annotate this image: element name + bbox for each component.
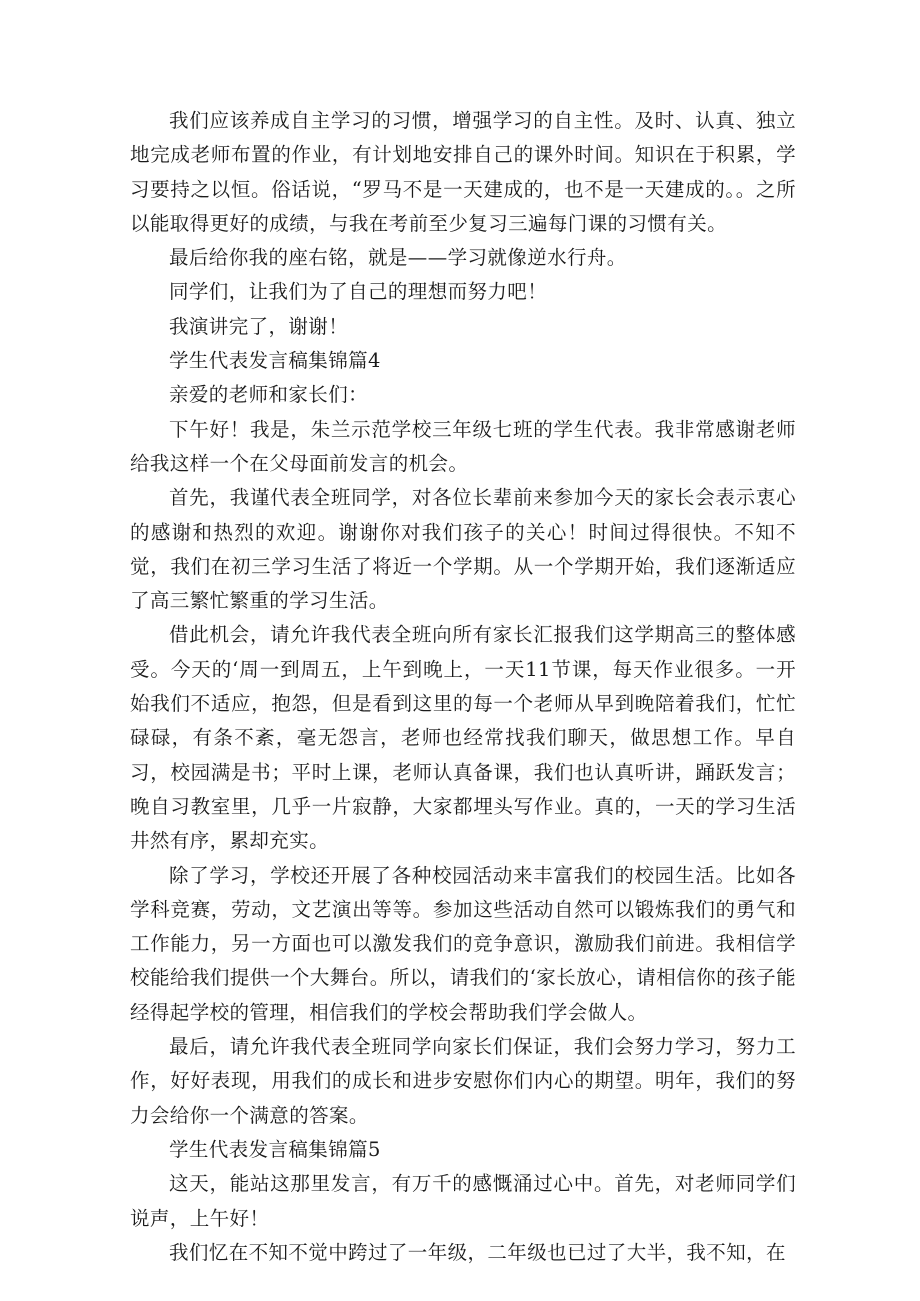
paragraph-motto: 最后给你我的座右铭，就是——学习就像逆水行舟。 xyxy=(169,246,627,270)
paragraph-closing: 我演讲完了，谢谢！ xyxy=(169,314,349,338)
paragraph-thanks: 首先，我谨代表全班同学，对各位长辈前来参加今天的家长会表示衷心的感谢和热烈的欢迎。谢谢你对我们孩子的关心！时间过得很快。不知不觉，我们在初三学习生活了将近一个学期。从一个学期开始，我们逐渐适应了高三繁忙繁重的学习生活。 xyxy=(130,486,796,613)
paragraph-reflection: 我们忆在不知不觉中跨过了一年级，二年级也已过了大半，我不知，在 xyxy=(169,1240,786,1264)
section-heading-4: 学生代表发言稿集锦篇4 xyxy=(169,349,381,373)
section-heading-5: 学生代表发言稿集锦篇5 xyxy=(169,1137,381,1161)
paragraph-opening: 这天，能站这那里发言，有万千的感慨涌过心中。首先，对老师同学们说声，上午好！ xyxy=(130,1172,796,1230)
paragraph-salutation: 亲爱的老师和家长们： xyxy=(169,383,369,407)
paragraph-promise: 最后，请允许我代表全班同学向家长们保证，我们会努力学习，努力工作，好好表现，用我们的成长和进步安慰你们内心的期望。明年，我们的努力会给你一个满意的答案。 xyxy=(130,1035,796,1127)
paragraph-call-to-action: 同学们，让我们为了自己的理想而努力吧！ xyxy=(169,280,548,304)
paragraph-report: 借此机会，请允许我代表全班向所有家长汇报我们这学期高三的整体感受。今天的‘周一到周五，上午到晚上，一天11节课，每天作业很多。一开始我们不适应，抱怨，但是看到这里的每一个老师从早到晚陪着我们，忙忙碌碌，有条不紊，毫无怨言，老师也经常找我们聊天，做思想工作。早自习，校园满是书；平时上课，老师认真备课，我们也认真听讲，踊跃发言；晚自习教室里，几乎一片寂静，大家都埋头写作业。真的，一天的学习生活井然有序，累却充实。 xyxy=(130,623,796,853)
paragraph-greeting: 下午好！我是，朱兰示范学校三年级七班的学生代表。我非常感谢老师给我这样一个在父母面前发言的机会。 xyxy=(130,417,796,475)
paragraph-activities: 除了学习，学校还开展了各种校园活动来丰富我们的校园生活。比如各学科竞赛，劳动，文艺演出等等。参加这些活动自然可以锻炼我们的勇气和工作能力，另一方面也可以激发我们的竞争意识，激励我们前进。我相信学校能给我们提供一个大舞台。所以，请我们的‘家长放心，请相信你的孩子能经得起学校的管理，相信我们的学校会帮助我们学会做人。 xyxy=(130,863,796,1024)
document-page xyxy=(130,104,796,1270)
paragraph-study-habits: 我们应该养成自主学习的习惯，增强学习的自主性。及时、认真、独立地完成老师布置的作业，有计划地安排自己的课外时间。知识在于积累，学习要持之以恒。俗话说，“罗马不是一天建成的，也不是一天建成的。。之所以能取得更好的成绩，与我在考前至少复习三遍每门课的习惯有关。 xyxy=(130,109,796,235)
